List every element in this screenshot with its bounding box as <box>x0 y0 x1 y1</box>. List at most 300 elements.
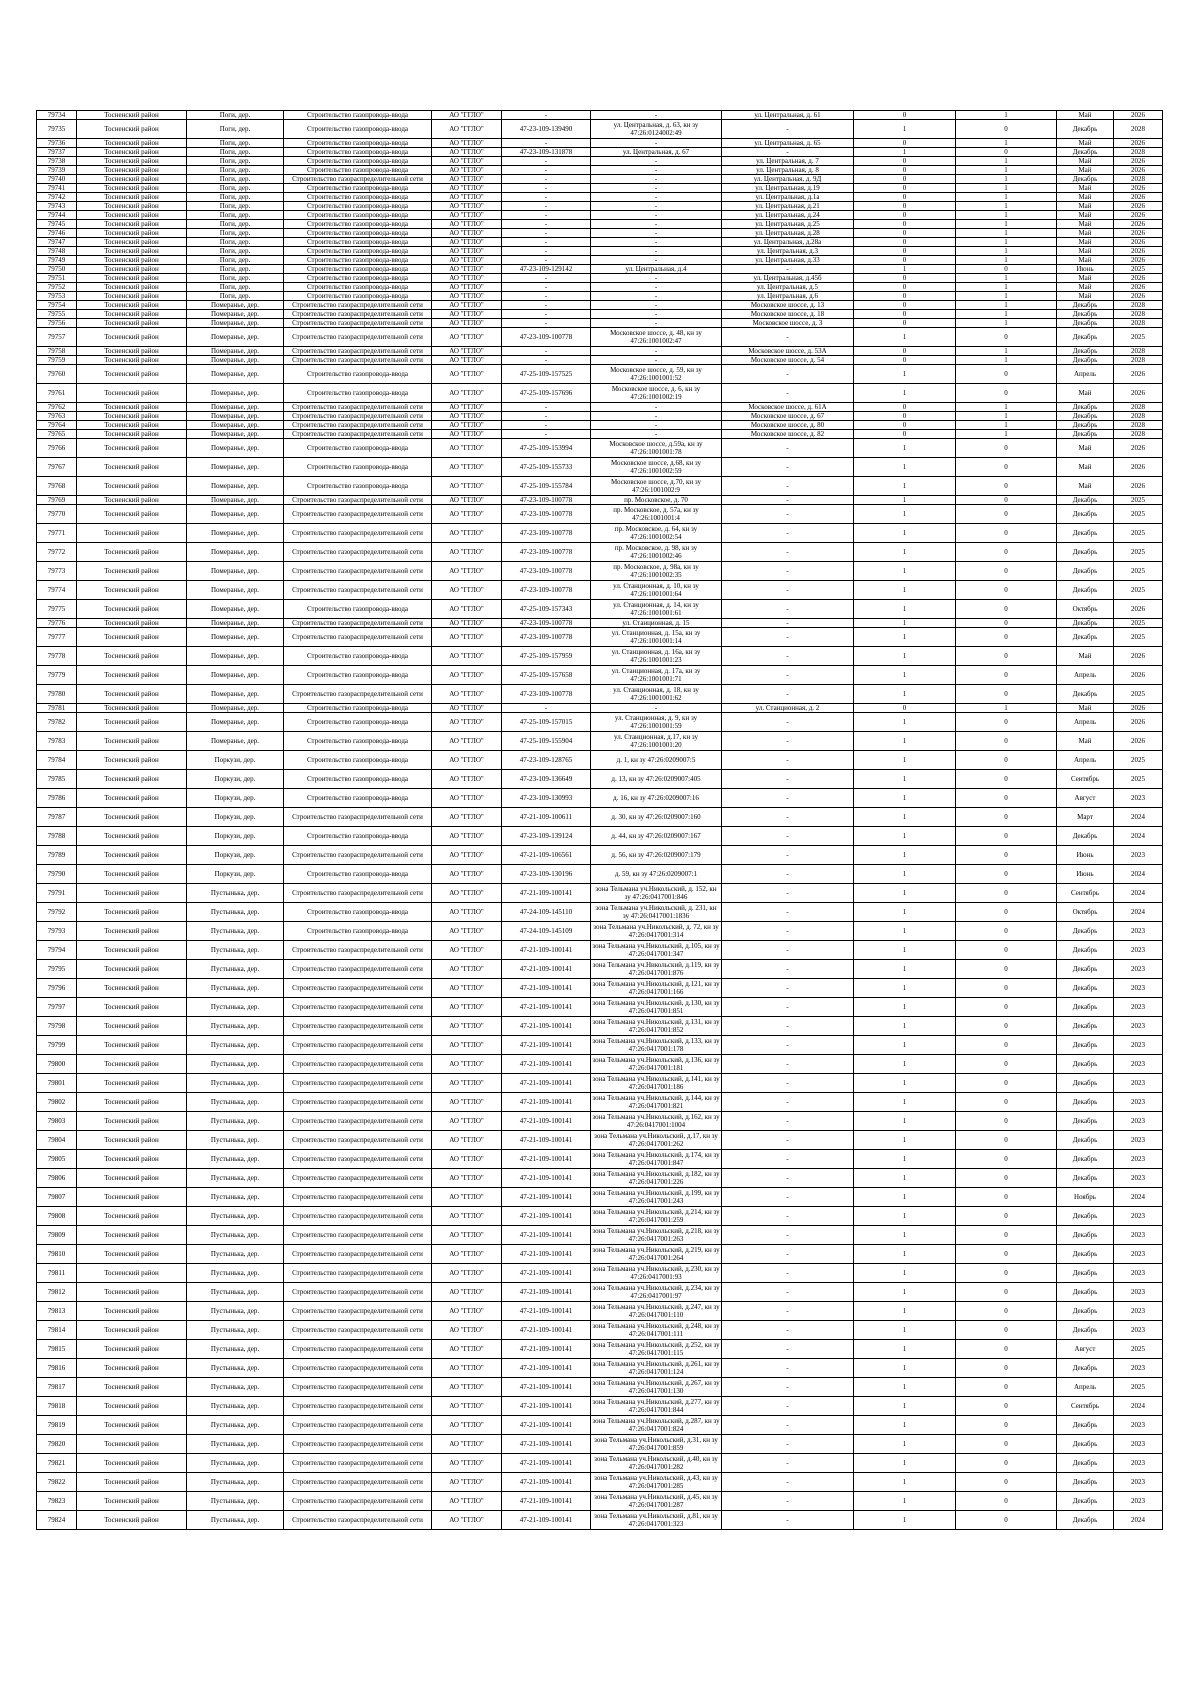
cell-street-address: - <box>722 666 854 685</box>
cell-flag-pending: 0 <box>956 1017 1057 1036</box>
cell-year: 2023 <box>1114 960 1163 979</box>
cell-year: 2023 <box>1114 1321 1163 1340</box>
cell-settlement: Пустынька, дер. <box>187 1226 284 1245</box>
cell-year: 2025 <box>1114 496 1163 505</box>
cell-month: Декабрь <box>1057 1036 1114 1055</box>
cell-application-number: - <box>502 292 591 301</box>
cell-flag-connected: 1 <box>854 1188 956 1207</box>
cell-work-type: Строительство газораспределительной сети <box>284 1359 432 1378</box>
cell-organization: АО "ГГЛО" <box>432 430 502 439</box>
table-row <box>37 581 1163 600</box>
table-row <box>37 922 1163 941</box>
cell-month: Декабрь <box>1057 1245 1114 1264</box>
cell-settlement: Померанье, дер. <box>187 301 284 310</box>
cell-cadastral-address: ул. Центральная, д. 67 <box>591 148 722 157</box>
cell-flag-connected: 1 <box>854 1283 956 1302</box>
cell-work-type: Строительство газораспределительной сети <box>284 1055 432 1074</box>
cell-settlement: Пустынька, дер. <box>187 1055 284 1074</box>
cell-district: Тосненский район <box>77 789 187 808</box>
cell-flag-connected: 0 <box>854 238 956 247</box>
cell-organization: АО "ГГЛО" <box>432 166 502 175</box>
cell-flag-pending: 0 <box>956 732 1057 751</box>
cell-organization: АО "ГГЛО" <box>432 220 502 229</box>
cell-year: 2023 <box>1114 1245 1163 1264</box>
cell-work-type: Строительство газораспределительной сети <box>284 808 432 827</box>
cell-flag-connected: 0 <box>854 193 956 202</box>
cell-organization: АО "ГГЛО" <box>432 184 502 193</box>
cell-row-number: 79754 <box>37 301 77 310</box>
cell-settlement: Пустынька, дер. <box>187 1435 284 1454</box>
cell-cadastral-address: - <box>591 283 722 292</box>
cell-flag-pending: 1 <box>956 247 1057 256</box>
cell-district: Тосненский район <box>77 1093 187 1112</box>
cell-flag-connected: 0 <box>854 220 956 229</box>
cell-flag-connected: 0 <box>854 292 956 301</box>
cell-work-type: Строительство газораспределительной сети <box>284 543 432 562</box>
cell-work-type: Строительство газораспределительной сети <box>284 1302 432 1321</box>
table-row <box>37 941 1163 960</box>
cell-settlement: Померанье, дер. <box>187 600 284 619</box>
cell-flag-pending: 1 <box>956 356 1057 365</box>
cell-row-number: 79739 <box>37 166 77 175</box>
cell-settlement: Пустынька, дер. <box>187 1017 284 1036</box>
cell-work-type: Строительство газопровода-ввода <box>284 202 432 211</box>
cell-street-address: ул. Центральная, д. 61 <box>722 111 854 120</box>
cell-street-address: - <box>722 770 854 789</box>
cell-flag-connected: 1 <box>854 1017 956 1036</box>
cell-work-type: Строительство газораспределительной сети <box>284 1416 432 1435</box>
cell-settlement: Померанье, дер. <box>187 666 284 685</box>
cell-flag-pending: 1 <box>956 166 1057 175</box>
cell-work-type: Строительство газораспределительной сети <box>284 1207 432 1226</box>
table-row <box>37 1416 1163 1435</box>
cell-organization: АО "ГГЛО" <box>432 562 502 581</box>
cell-year: 2023 <box>1114 922 1163 941</box>
cell-district: Тосненский район <box>77 347 187 356</box>
cell-month: Декабрь <box>1057 1017 1114 1036</box>
table-row <box>37 979 1163 998</box>
cell-organization: АО "ГГЛО" <box>432 412 502 421</box>
cell-organization: АО "ГГЛО" <box>432 827 502 846</box>
cell-street-address: ул. Центральная, д.28а <box>722 238 854 247</box>
cell-street-address: - <box>722 1397 854 1416</box>
cell-application-number: 47-23-109-100778 <box>502 562 591 581</box>
cell-street-address: - <box>722 1454 854 1473</box>
cell-row-number: 79757 <box>37 328 77 347</box>
cell-year: 2025 <box>1114 751 1163 770</box>
cell-cadastral-address: Московское шоссе, д.59а, кн зу 47:26:1001001:78 <box>591 439 722 458</box>
cell-settlement: Пустынька, дер. <box>187 1416 284 1435</box>
cell-district: Тосненский район <box>77 1302 187 1321</box>
cell-work-type: Строительство газопровода-ввода <box>284 903 432 922</box>
cell-organization: АО "ГГЛО" <box>432 1017 502 1036</box>
cell-district: Тосненский район <box>77 384 187 403</box>
table-row <box>37 1454 1163 1473</box>
cell-settlement: Померанье, дер. <box>187 403 284 412</box>
table-row <box>37 846 1163 865</box>
cell-district: Тосненский район <box>77 1359 187 1378</box>
cell-month: Апрель <box>1057 365 1114 384</box>
cell-flag-pending: 0 <box>956 120 1057 139</box>
table-row <box>37 148 1163 157</box>
cell-street-address: ул. Центральная, д.33 <box>722 256 854 265</box>
cell-street-address: - <box>722 384 854 403</box>
cell-month: Декабрь <box>1057 941 1114 960</box>
cell-flag-connected: 0 <box>854 430 956 439</box>
cell-settlement: Пустынька, дер. <box>187 1359 284 1378</box>
cell-flag-connected: 1 <box>854 505 956 524</box>
cell-cadastral-address: - <box>591 202 722 211</box>
cell-cadastral-address: зона Тельмана уч.Никольский, д.130, кн зу 47:26:0417001:851 <box>592 999 720 1015</box>
cell-application-number: 47-21-109-100141 <box>502 998 591 1017</box>
cell-row-number: 79801 <box>37 1074 77 1093</box>
cell-work-type: Строительство газопровода-ввода <box>284 384 432 403</box>
cell-settlement: Поркузи, дер. <box>187 770 284 789</box>
cell-organization: АО "ГГЛО" <box>432 1492 502 1511</box>
table-row <box>37 421 1163 430</box>
cell-month: Май <box>1057 283 1114 292</box>
cell-cadastral-address: д. 30, кн зу 47:26:0209007:160 <box>591 808 722 827</box>
cell-settlement: Поги, дер. <box>187 111 284 120</box>
cell-year: 2028 <box>1114 301 1163 310</box>
cell-street-address: - <box>722 1283 854 1302</box>
cell-settlement: Пустынька, дер. <box>187 1245 284 1264</box>
cell-year: 2026 <box>1114 193 1163 202</box>
cell-district: Тосненский район <box>77 827 187 846</box>
cell-cadastral-address: зона Тельмана уч.Никольский, д. 72, кн зу 47:26:0417001:314 <box>591 922 722 941</box>
table-row <box>37 1264 1163 1283</box>
cell-application-number: 47-25-109-153994 <box>502 439 591 458</box>
cell-organization: АО "ГГЛО" <box>432 120 502 139</box>
cell-row-number: 79772 <box>37 543 77 562</box>
cell-district: Тосненский район <box>77 1207 187 1226</box>
cell-year: 2025 <box>1114 628 1163 647</box>
cell-application-number: 47-21-109-100141 <box>502 1283 591 1302</box>
table-row <box>37 704 1163 713</box>
cell-settlement: Поги, дер. <box>187 193 284 202</box>
cell-row-number: 79784 <box>37 751 77 770</box>
gasification-registry-table <box>36 110 1163 1530</box>
cell-row-number: 79764 <box>37 421 77 430</box>
table-row <box>37 274 1163 283</box>
cell-street-address: - <box>722 751 854 770</box>
cell-work-type: Строительство газораспределительной сети <box>284 1017 432 1036</box>
cell-organization: АО "ГГЛО" <box>432 1226 502 1245</box>
cell-work-type: Строительство газораспределительной сети <box>284 1131 432 1150</box>
cell-organization: АО "ГГЛО" <box>432 666 502 685</box>
cell-application-number: 47-23-109-129142 <box>502 265 591 274</box>
cell-flag-pending: 1 <box>956 229 1057 238</box>
cell-settlement: Пустынька, дер. <box>187 1492 284 1511</box>
cell-street-address: Московское шоссе, д. 13 <box>722 301 854 310</box>
cell-application-number: 47-21-109-100141 <box>502 1074 591 1093</box>
cell-year: 2024 <box>1114 1188 1163 1207</box>
cell-flag-pending: 0 <box>956 998 1057 1017</box>
cell-street-address: ул. Станционная, д. 2 <box>722 704 854 713</box>
cell-row-number: 79783 <box>37 732 77 751</box>
cell-year: 2023 <box>1114 1150 1163 1169</box>
cell-settlement: Пустынька, дер. <box>187 903 284 922</box>
cell-row-number: 79803 <box>37 1112 77 1131</box>
cell-work-type: Строительство газопровода-ввода <box>284 751 432 770</box>
cell-settlement: Поркузи, дер. <box>187 751 284 770</box>
cell-work-type: Строительство газораспределительной сети <box>284 562 432 581</box>
table-row <box>37 139 1163 148</box>
table-row <box>37 1207 1163 1226</box>
cell-month: Май <box>1057 184 1114 193</box>
cell-work-type: Строительство газораспределительной сети <box>284 430 432 439</box>
cell-year: 2025 <box>1114 619 1163 628</box>
cell-street-address: - <box>722 903 854 922</box>
cell-application-number: 47-21-109-100141 <box>502 1093 591 1112</box>
table-row <box>37 365 1163 384</box>
cell-month: Декабрь <box>1057 120 1114 139</box>
cell-organization: АО "ГГЛО" <box>432 704 502 713</box>
cell-flag-pending: 1 <box>956 202 1057 211</box>
cell-row-number: 79765 <box>37 430 77 439</box>
cell-street-address: - <box>722 1378 854 1397</box>
cell-application-number: - <box>502 319 591 328</box>
cell-settlement: Померанье, дер. <box>187 496 284 505</box>
cell-organization: АО "ГГЛО" <box>432 1511 502 1530</box>
cell-organization: АО "ГГЛО" <box>432 685 502 704</box>
cell-row-number: 79785 <box>37 770 77 789</box>
cell-organization: АО "ГГЛО" <box>432 347 502 356</box>
cell-cadastral-address: зона Тельмана уч.Никольский, д.182, кн зу 47:26:0417001:226 <box>592 1170 720 1186</box>
cell-street-address: - <box>722 922 854 941</box>
cell-month: Август <box>1057 1340 1114 1359</box>
cell-row-number: 79769 <box>37 496 77 505</box>
cell-settlement: Поги, дер. <box>187 139 284 148</box>
cell-settlement: Пустынька, дер. <box>187 998 284 1017</box>
table-row <box>37 1226 1163 1245</box>
cell-work-type: Строительство газораспределительной сети <box>284 1264 432 1283</box>
table-row <box>37 1093 1163 1112</box>
cell-district: Тосненский район <box>77 619 187 628</box>
table-row <box>37 666 1163 685</box>
table-row <box>37 789 1163 808</box>
cell-district: Тосненский район <box>77 505 187 524</box>
cell-flag-connected: 0 <box>854 111 956 120</box>
cell-month: Май <box>1057 256 1114 265</box>
table-row <box>37 430 1163 439</box>
cell-month: Декабрь <box>1057 1169 1114 1188</box>
cell-row-number: 79817 <box>37 1378 77 1397</box>
cell-district: Тосненский район <box>77 1074 187 1093</box>
cell-cadastral-address: Московское шоссе, д.68, кн зу 47:26:1001002:59 <box>591 458 722 477</box>
cell-work-type: Строительство газопровода-ввода <box>284 292 432 301</box>
cell-settlement: Пустынька, дер. <box>187 1302 284 1321</box>
cell-district: Тосненский район <box>77 139 187 148</box>
cell-application-number: 47-23-109-131878 <box>502 148 591 157</box>
cell-district: Тосненский район <box>77 412 187 421</box>
cell-street-address: - <box>722 1112 854 1131</box>
cell-work-type: Строительство газораспределительной сети <box>284 1435 432 1454</box>
cell-work-type: Строительство газопровода-ввода <box>284 229 432 238</box>
cell-month: Июнь <box>1057 265 1114 274</box>
table-row <box>37 211 1163 220</box>
cell-work-type: Строительство газопровода-ввода <box>284 732 432 751</box>
table-row <box>37 1188 1163 1207</box>
cell-row-number: 79756 <box>37 319 77 328</box>
cell-flag-pending: 1 <box>956 292 1057 301</box>
cell-district: Тосненский район <box>77 421 187 430</box>
cell-cadastral-address: ул. Центральная, д. 63, кн зу 47:26:0124002:49 <box>591 120 722 139</box>
cell-row-number: 79774 <box>37 581 77 600</box>
cell-year: 2025 <box>1114 524 1163 543</box>
cell-settlement: Поги, дер. <box>187 283 284 292</box>
cell-application-number: 47-21-109-106561 <box>502 846 591 865</box>
cell-work-type: Строительство газопровода-ввода <box>284 247 432 256</box>
cell-month: Май <box>1057 458 1114 477</box>
cell-year: 2028 <box>1114 403 1163 412</box>
cell-work-type: Строительство газопровода-ввода <box>284 265 432 274</box>
cell-street-address: ул. Центральная, д. 9Д <box>722 175 854 184</box>
cell-organization: АО "ГГЛО" <box>432 247 502 256</box>
cell-organization: АО "ГГЛО" <box>432 496 502 505</box>
cell-application-number: 47-21-109-100141 <box>502 960 591 979</box>
cell-flag-pending: 0 <box>956 846 1057 865</box>
cell-work-type: Строительство газопровода-ввода <box>284 166 432 175</box>
cell-year: 2026 <box>1114 732 1163 751</box>
cell-application-number: 47-25-109-157015 <box>502 713 591 732</box>
cell-flag-pending: 0 <box>956 1150 1057 1169</box>
cell-month: Июнь <box>1057 865 1114 884</box>
table-row <box>37 412 1163 421</box>
cell-month: Декабрь <box>1057 1283 1114 1302</box>
cell-settlement: Поги, дер. <box>187 175 284 184</box>
cell-row-number: 79810 <box>37 1245 77 1264</box>
cell-year: 2026 <box>1114 111 1163 120</box>
cell-month: Апрель <box>1057 751 1114 770</box>
cell-row-number: 79753 <box>37 292 77 301</box>
cell-month: Май <box>1057 384 1114 403</box>
cell-street-address: - <box>722 1074 854 1093</box>
cell-organization: АО "ГГЛО" <box>432 310 502 319</box>
cell-district: Тосненский район <box>77 211 187 220</box>
cell-settlement: Пустынька, дер. <box>187 1473 284 1492</box>
cell-organization: АО "ГГЛО" <box>432 770 502 789</box>
cell-year: 2026 <box>1114 704 1163 713</box>
cell-application-number: 47-21-109-100141 <box>502 1454 591 1473</box>
table-row <box>37 865 1163 884</box>
cell-year: 2026 <box>1114 600 1163 619</box>
cell-cadastral-address: ул. Станционная, д. 15а, кн зу 47:26:1001001:14 <box>591 628 722 647</box>
cell-work-type: Строительство газораспределительной сети <box>284 941 432 960</box>
cell-year: 2023 <box>1114 1283 1163 1302</box>
cell-organization: АО "ГГЛО" <box>432 328 502 347</box>
cell-street-address: - <box>722 148 854 157</box>
table-row <box>37 628 1163 647</box>
cell-flag-pending: 1 <box>956 111 1057 120</box>
cell-cadastral-address: зона Тельмана уч.Никольский, д. 231, кн зу 47:26:0417001:1836 <box>591 903 722 922</box>
cell-flag-connected: 1 <box>854 1378 956 1397</box>
cell-work-type: Строительство газопровода-ввода <box>284 120 432 139</box>
cell-settlement: Поги, дер. <box>187 166 284 175</box>
cell-cadastral-address: - <box>591 229 722 238</box>
cell-work-type: Строительство газораспределительной сети <box>284 1074 432 1093</box>
cell-application-number: 47-21-109-100141 <box>502 1435 591 1454</box>
cell-organization: АО "ГГЛО" <box>432 903 502 922</box>
cell-year: 2028 <box>1114 347 1163 356</box>
cell-month: Май <box>1057 292 1114 301</box>
cell-flag-connected: 1 <box>854 120 956 139</box>
cell-row-number: 79793 <box>37 922 77 941</box>
cell-organization: АО "ГГЛО" <box>432 365 502 384</box>
cell-cadastral-address: - <box>591 175 722 184</box>
cell-year: 2024 <box>1114 808 1163 827</box>
cell-organization: АО "ГГЛО" <box>432 1188 502 1207</box>
cell-flag-connected: 1 <box>854 1435 956 1454</box>
cell-row-number: 79734 <box>37 111 77 120</box>
cell-organization: АО "ГГЛО" <box>432 1093 502 1112</box>
cell-row-number: 79799 <box>37 1036 77 1055</box>
cell-flag-pending: 0 <box>956 922 1057 941</box>
cell-district: Тосненский район <box>77 274 187 283</box>
cell-application-number: 47-21-109-100141 <box>502 1036 591 1055</box>
cell-flag-connected: 0 <box>854 175 956 184</box>
cell-flag-connected: 1 <box>854 600 956 619</box>
cell-cadastral-address: - <box>591 220 722 229</box>
cell-flag-connected: 1 <box>854 365 956 384</box>
cell-year: 2024 <box>1114 1397 1163 1416</box>
cell-year: 2024 <box>1114 884 1163 903</box>
cell-application-number: - <box>502 175 591 184</box>
cell-row-number: 79818 <box>37 1397 77 1416</box>
cell-application-number: 47-21-109-100141 <box>502 1150 591 1169</box>
cell-row-number: 79794 <box>37 941 77 960</box>
cell-street-address: ул. Центральная, д. 7 <box>722 157 854 166</box>
cell-flag-connected: 0 <box>854 256 956 265</box>
cell-flag-connected: 1 <box>854 865 956 884</box>
cell-flag-pending: 0 <box>956 265 1057 274</box>
cell-row-number: 79741 <box>37 184 77 193</box>
cell-organization: АО "ГГЛО" <box>432 846 502 865</box>
table-body <box>37 111 1163 1530</box>
cell-work-type: Строительство газораспределительной сети <box>284 1188 432 1207</box>
cell-work-type: Строительство газораспределительной сети <box>284 1150 432 1169</box>
cell-settlement: Поги, дер. <box>187 229 284 238</box>
cell-work-type: Строительство газопровода-ввода <box>284 256 432 265</box>
cell-year: 2026 <box>1114 247 1163 256</box>
cell-row-number: 79744 <box>37 211 77 220</box>
cell-organization: АО "ГГЛО" <box>432 1245 502 1264</box>
cell-district: Тосненский район <box>77 1435 187 1454</box>
cell-street-address: - <box>722 1511 854 1530</box>
cell-street-address: - <box>722 1245 854 1264</box>
cell-settlement: Поги, дер. <box>187 238 284 247</box>
cell-work-type: Строительство газораспределительной сети <box>284 846 432 865</box>
cell-flag-pending: 0 <box>956 1093 1057 1112</box>
cell-cadastral-address: ул. Станционная, д.17, кн зу 47:26:1001001:20 <box>591 732 722 751</box>
cell-street-address: - <box>722 524 854 543</box>
table-row <box>37 1017 1163 1036</box>
cell-district: Тосненский район <box>77 458 187 477</box>
cell-flag-connected: 1 <box>854 1245 956 1264</box>
cell-cadastral-address: пр. Московское, д. 70 <box>591 496 722 505</box>
cell-organization: АО "ГГЛО" <box>432 1359 502 1378</box>
cell-year: 2028 <box>1114 319 1163 328</box>
cell-district: Тосненский район <box>77 265 187 274</box>
cell-month: Декабрь <box>1057 979 1114 998</box>
cell-month: Август <box>1057 789 1114 808</box>
cell-application-number: 47-23-109-100778 <box>502 628 591 647</box>
cell-year: 2028 <box>1114 356 1163 365</box>
cell-application-number: 47-21-109-100141 <box>502 1131 591 1150</box>
cell-flag-pending: 1 <box>956 157 1057 166</box>
cell-district: Тосненский район <box>77 1378 187 1397</box>
cell-organization: АО "ГГЛО" <box>432 319 502 328</box>
